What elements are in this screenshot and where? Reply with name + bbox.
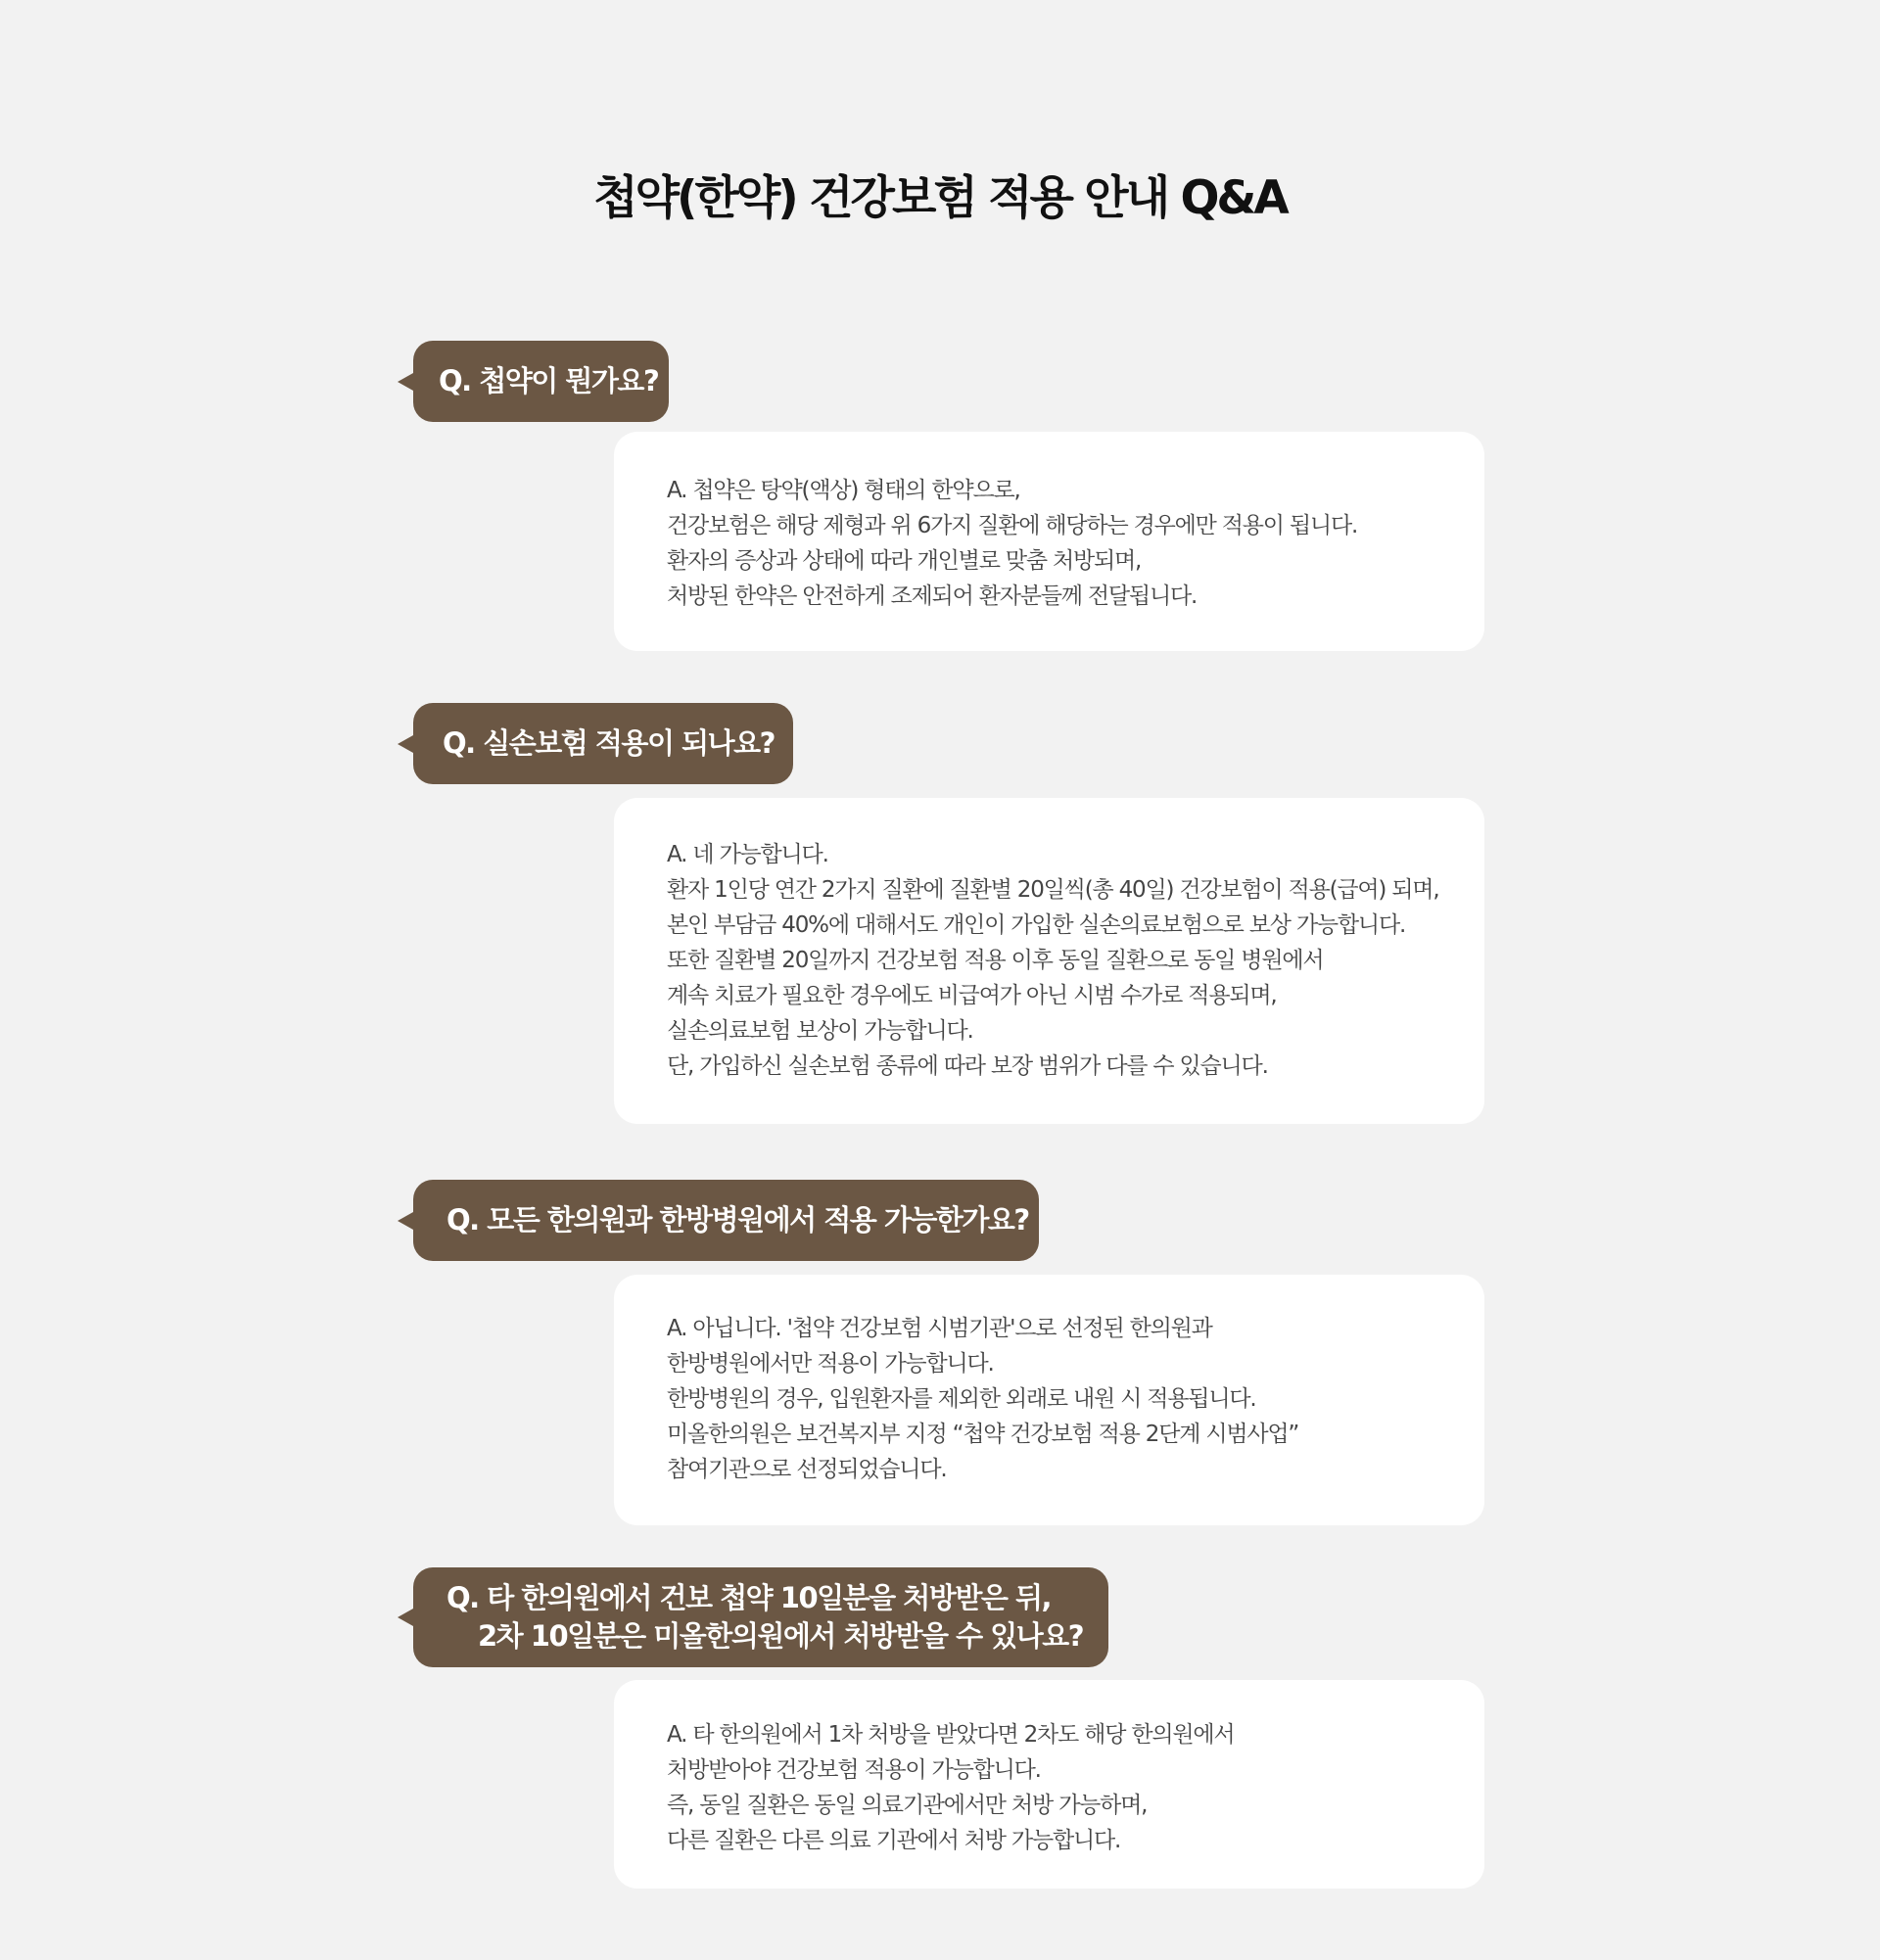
answer-line: 본인 부담금 40%에 대해서도 개인이 가입한 실손의료보험으로 보상 가능합니다. [667, 912, 1406, 938]
answer-line: A. 아닙니다. '첩약 건강보험 시범기관'으로 선정된 한의원과 [667, 1316, 1212, 1341]
answer-line: 한방병원의 경우, 입원환자를 제외한 외래로 내원 시 적용됩니다. [667, 1386, 1256, 1412]
answer-line: 처방받아야 건강보험 적용이 가능합니다. [667, 1757, 1041, 1783]
answer-line: 한방병원에서만 적용이 가능합니다. [667, 1351, 994, 1377]
question-bubble-2 [413, 703, 793, 784]
question-bubble-4 [413, 1567, 1108, 1667]
answer-line: 환자 1인당 연간 2가지 질환에 질환별 20일씩(총 40일) 건강보험이 적용(급여) 되며, [667, 877, 1439, 903]
answer-line: A. 네 가능합니다. [667, 842, 828, 867]
answer-card-1 [614, 432, 1484, 651]
question-text: Q. 실손보험 적용이 되나요? [443, 726, 775, 760]
answer-line: 계속 치료가 필요한 경우에도 비급여가 아닌 시범 수가로 적용되며, [667, 983, 1277, 1008]
answer-card-4 [614, 1680, 1484, 1889]
answer-line: 참여기관으로 선정되었습니다. [667, 1457, 947, 1482]
question-bubble-3 [413, 1180, 1039, 1261]
answer-line: A. 타 한의원에서 1차 처방을 받았다면 2차도 해당 한의원에서 [667, 1722, 1235, 1748]
answer-line: 실손의료보험 보상이 가능합니다. [667, 1018, 973, 1044]
answer-card-3 [614, 1275, 1484, 1525]
answer-line: 처방된 한약은 안전하게 조제되어 환자분들께 전달됩니다. [667, 583, 1198, 609]
question-text: Q. 첩약이 뭔가요? [439, 364, 659, 397]
answer-line: 미올한의원은 보건복지부 지정 “첩약 건강보험 적용 2단계 시범사업” [667, 1422, 1299, 1447]
answer-line: 또한 질환별 20일까지 건강보험 적용 이후 동일 질환으로 동일 병원에서 [667, 948, 1324, 973]
answer-line: A. 첩약은 탕약(액상) 형태의 한약으로, [667, 478, 1020, 503]
answer-line: 단, 가입하신 실손보험 종류에 따라 보장 범위가 다를 수 있습니다. [667, 1053, 1268, 1079]
question-bubble-1 [413, 341, 669, 422]
page-title: 첩약(한약) 건강보험 적용 안내 Q&A [593, 171, 1287, 225]
answer-line: 즉, 동일 질환은 동일 의료기관에서만 처방 가능하며, [667, 1793, 1148, 1818]
answer-line: 다른 질환은 다른 의료 기관에서 처방 가능합니다. [667, 1828, 1121, 1853]
answer-card-2 [614, 798, 1484, 1124]
answer-line: 건강보험은 해당 제형과 위 6가지 질환에 해당하는 경우에만 적용이 됩니다. [667, 513, 1358, 538]
question-text-line-2: 2차 10일분은 미올한의원에서 처방받을 수 있나요? [478, 1619, 1084, 1653]
answer-line: 환자의 증상과 상태에 따라 개인별로 맞춤 처방되며, [667, 548, 1142, 574]
question-text-line-1: Q. 타 한의원에서 건보 첩약 10일분을 처방받은 뒤, [446, 1581, 1051, 1614]
question-text: Q. 모든 한의원과 한방병원에서 적용 가능한가요? [446, 1203, 1029, 1237]
